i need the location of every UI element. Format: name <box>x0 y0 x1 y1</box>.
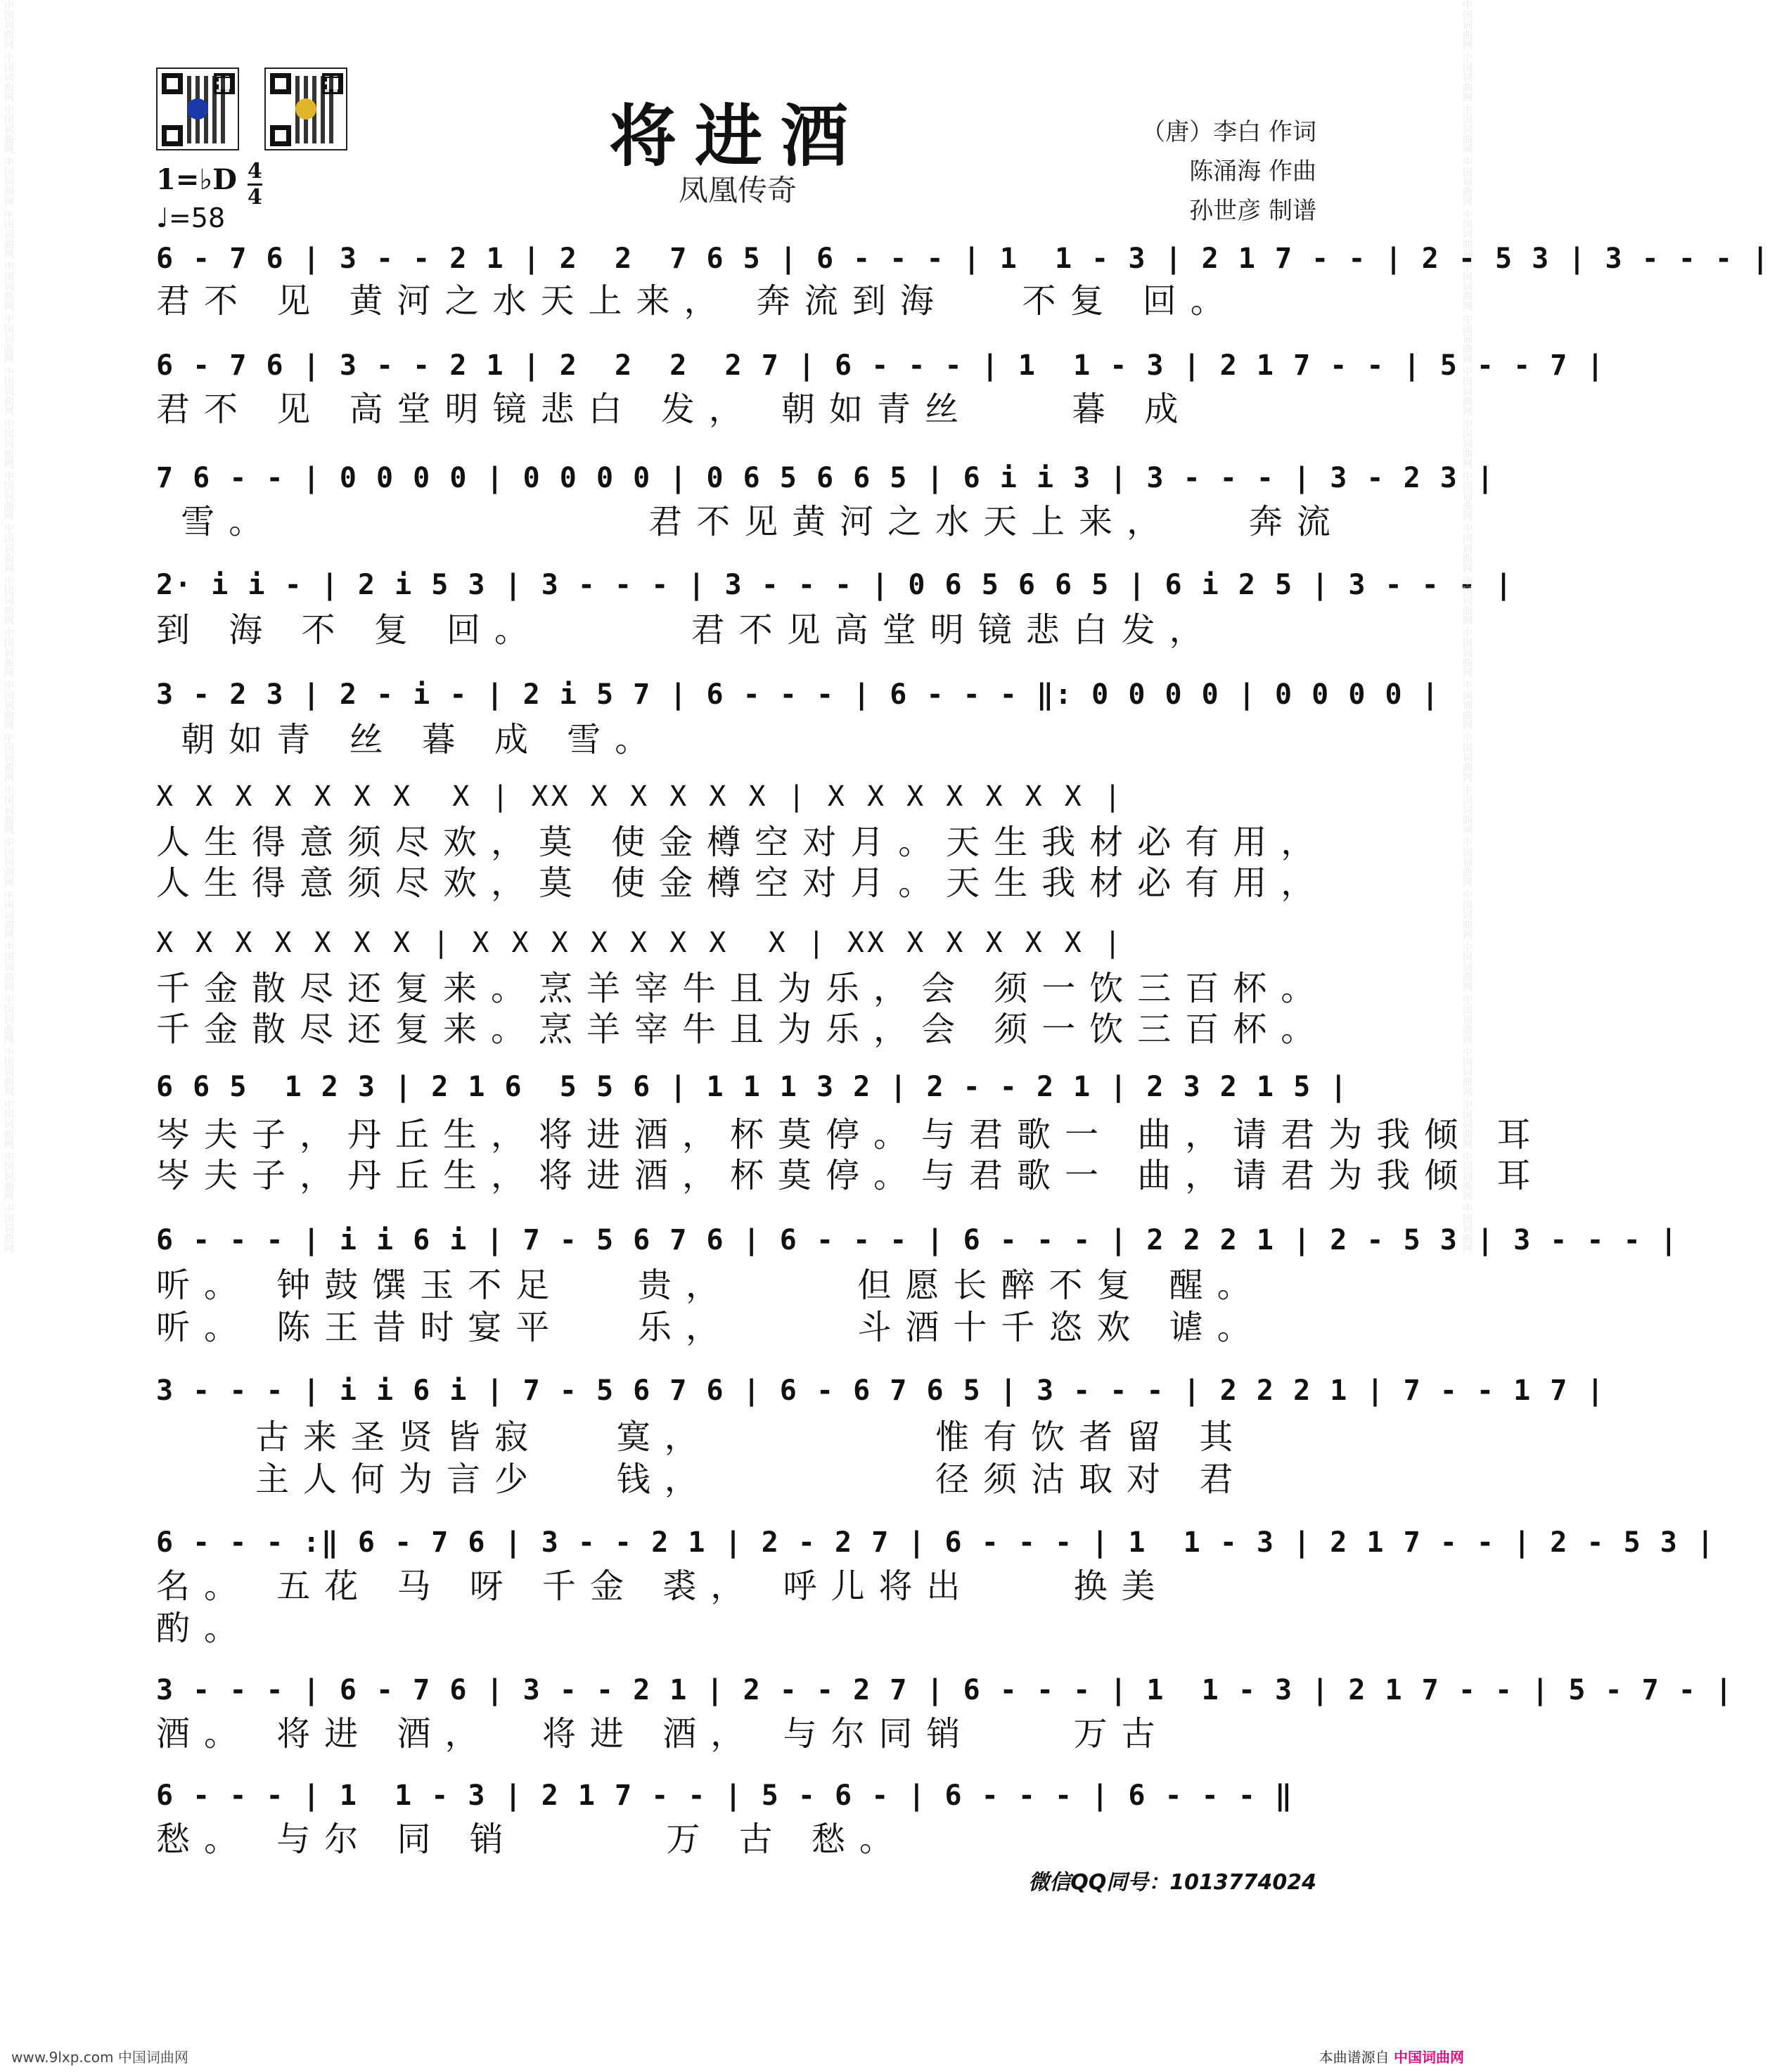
footer-source <box>1319 2046 1464 2066</box>
notation-row: 6 - 7 6 | 3 - - 2 1 | 2 2 2 2 7 | 6 - - - | 1 1 - 3 | 2 1 7 - - | 5 - - 7 | <box>156 349 1605 382</box>
footer-source-label: 本曲谱源自 <box>1319 2049 1390 2066</box>
footer-site-name: 中国词曲网 <box>1394 2049 1464 2066</box>
lyric-line: 岑夫子，丹丘生，将进酒，杯莫停。与君歌一 曲，请君为我倾 耳 <box>156 1115 1545 1154</box>
lyric-line: 酌。 <box>156 1609 252 1648</box>
lyric-line: 朝如青 丝 暮 成 雪。 <box>156 720 663 759</box>
side-watermark-left: 中国词曲网 中国词曲网 中国词曲网 中国词曲网 中国词曲网 中国词曲网 中国词曲网 中国词曲网 中国词曲网 中国词曲网 中国词曲网 中国词曲网 中国词曲网 中国词曲网 中国词曲网 中国词曲网 中国词曲网 中国词曲网 中国词曲网 中国词曲网 中国词曲网 中国词曲网 中国词曲网 中国词曲网 <box>3 0 14 1254</box>
credits <box>1141 112 1316 231</box>
rhythm-row: X X X X X X X | X X X X X X X X | XX X X X X X | <box>156 927 1124 959</box>
key-signature: 1=♭D <box>156 163 237 196</box>
lyric-line: 听。 陈王昔时宴平 乐， 斗酒十千恣欢 谑。 <box>156 1308 1265 1347</box>
time-signature-top: 4 <box>248 159 262 184</box>
side-watermark-right: 中国词曲网 中国词曲网 中国词曲网 中国词曲网 中国词曲网 中国词曲网 中国词曲网 中国词曲网 中国词曲网 中国词曲网 中国词曲网 中国词曲网 中国词曲网 中国词曲网 中国词曲网 中国词曲网 中国词曲网 中国词曲网 中国词曲网 中国词曲网 中国词曲网 中国词曲网 中国词曲网 中国词曲网 <box>1461 0 1473 1254</box>
notation-row: 6 6 5 1 2 3 | 2 1 6 5 5 6 | 1 1 1 3 2 | 2 - - 2 1 | 2 3 2 1 5 | <box>156 1071 1349 1103</box>
notation-row: 6 - - - | 1 1 - 3 | 2 1 7 - - | 5 - 6 - | 6 - - - | 6 - - - ‖ <box>156 1780 1294 1812</box>
credit-lyricist: （唐）李白 作词 <box>1141 118 1316 146</box>
lyric-line: 人生得意须尽欢，莫 使金樽空对月。天生我材必有用， <box>156 863 1329 903</box>
notation-row: 3 - 2 3 | 2 - i - | 2 i 5 7 | 6 - - - | 6 - - - ‖: 0 0 0 0 | 0 0 0 0 | <box>156 678 1440 711</box>
lyric-line: 到 海 不 复 回。 君不见高堂明镜悲白发， <box>156 610 1217 650</box>
lyric-line: 雪。 君不见黄河之水天上来， 奔流 <box>156 502 1345 541</box>
lyric-line: 酒。 将进 酒， 将进 酒， 与尔同销 万古 <box>156 1714 1169 1754</box>
credit-composer: 陈涌海 作曲 <box>1189 157 1316 186</box>
lyric-line: 古来圣贤皆寂 寞， 惟有饮者留 其 <box>156 1417 1248 1457</box>
score-subtitle: 凤凰传奇 <box>678 173 797 207</box>
lyric-line: 君不 见 高堂明镜悲白 发， 朝如青丝 暮 成 <box>156 390 1193 429</box>
lyric-line: 名。 五花 马 呀 千金 裘， 呼儿将出 换美 <box>156 1566 1169 1606</box>
credit-arranger: 孙世彦 制谱 <box>1189 197 1316 225</box>
notation-row: 3 - - - | i i 6 i | 7 - 5 6 7 6 | 6 - 6 7 6 5 | 3 - - - | 2 2 2 1 | 7 - - 1 7 | <box>156 1375 1605 1407</box>
lyric-line: 岑夫子，丹丘生，将进酒，杯莫停。与君歌一 曲，请君为我倾 耳 <box>156 1156 1545 1195</box>
lyric-line: 千金散尽还复来。烹羊宰牛且为乐，会 须一饮三百杯。 <box>156 1010 1329 1049</box>
tempo-mark: ♩=58 <box>156 202 226 233</box>
time-signature-bottom: 4 <box>248 185 262 210</box>
time-signature <box>248 160 262 209</box>
footer-source-url: www.9lxp.com 中国词曲网 <box>11 2049 188 2066</box>
notation-row: 3 - - - | 6 - 7 6 | 3 - - 2 1 | 2 - - 2 7 | 6 - - - | 1 1 - 3 | 2 1 7 - - | 5 - 7 - | <box>156 1674 1734 1706</box>
lyric-line: 主人何为言少 钱， 径须沽取对 君 <box>156 1460 1248 1499</box>
notation-row: 6 - 7 6 | 3 - - 2 1 | 2 2 7 6 5 | 6 - - - | 1 1 - 3 | 2 1 7 - - | 2 - 5 3 | 3 - - - | <box>156 243 1770 275</box>
rhythm-row: X X X X X X X X | XX X X X X X | X X X X X X X | <box>156 780 1124 813</box>
lyric-line: 君不 见 黄河之水天上来， 奔流到海 不复 回。 <box>156 281 1238 321</box>
notation-row: 7 6 - - | 0 0 0 0 | 0 0 0 0 | 0 6 5 6 6 5 | 6 i i 3 | 3 - - - | 3 - 2 3 | <box>156 462 1495 494</box>
notation-row: 6 - - - | i i 6 i | 7 - 5 6 7 6 | 6 - - - | 6 - - - | 2 2 2 1 | 2 - 5 3 | 3 - - - | <box>156 1224 1679 1256</box>
lyric-line: 愁。 与尔 同 销 万 古 愁。 <box>156 1820 907 1859</box>
score-title: 将进酒 <box>609 96 866 176</box>
notation-row: 6 - - - :‖ 6 - 7 6 | 3 - - 2 1 | 2 - 2 7 | 6 - - - | 1 1 - 3 | 2 1 7 - - | 2 - 5 3 | <box>156 1526 1715 1559</box>
notation-row: 2· i i - | 2 i 5 3 | 3 - - - | 3 - - - | 0 6 5 6 6 5 | 6 i 2 5 | 3 - - - | <box>156 569 1514 601</box>
lyric-line: 人生得意须尽欢，莫 使金樽空对月。天生我材必有用， <box>156 823 1329 862</box>
lyric-line: 千金散尽还复来。烹羊宰牛且为乐，会 须一饮三百杯。 <box>156 969 1329 1008</box>
contact-info: 微信QQ同号：1013774024 <box>1028 1870 1316 1895</box>
lyric-line: 听。 钟鼓馔玉不足 贵， 但愿长醉不复 醒。 <box>156 1266 1265 1305</box>
